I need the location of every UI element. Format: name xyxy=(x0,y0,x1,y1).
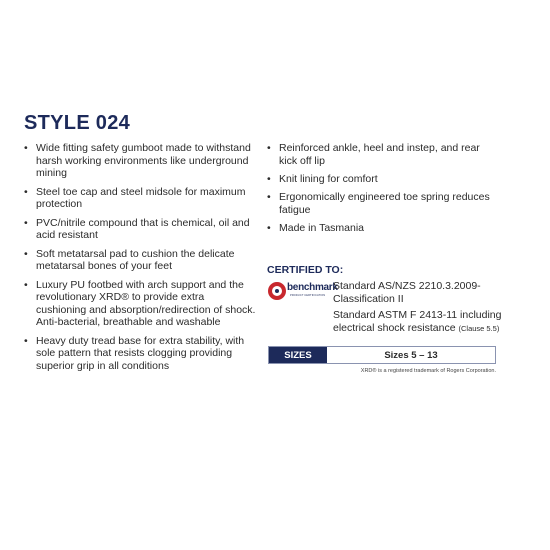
benchmark-logo-word: benchmark xyxy=(287,282,338,293)
feature-item xyxy=(24,335,256,373)
bullet: • xyxy=(24,142,28,154)
bullet: • xyxy=(24,185,28,198)
feature-item xyxy=(24,217,256,242)
feature-text: Reinforced ankle, heel and instep, and rear kick off lip xyxy=(279,142,480,167)
feature-item xyxy=(267,222,499,235)
bullet: • xyxy=(24,247,28,260)
feature-text: Heavy duty tread base for extra stability, with sole pattern that resists clogging providing superior grip in all conditions xyxy=(36,334,245,372)
feature-item xyxy=(24,142,256,180)
features-list-right xyxy=(267,142,499,241)
standard-astm-text: Standard ASTM F 2413-11 including electrical shock resistance xyxy=(333,309,502,334)
bullet: • xyxy=(24,334,28,347)
feature-item xyxy=(24,248,256,273)
bullet: • xyxy=(267,222,271,235)
feature-item xyxy=(24,279,256,329)
bullet: • xyxy=(267,172,271,185)
standard-astm xyxy=(333,309,503,335)
sizes-value: Sizes 5 – 13 xyxy=(327,347,495,363)
product-title: STYLE 024 xyxy=(24,112,131,134)
sizes-label: SIZES xyxy=(269,347,327,363)
feature-item xyxy=(24,186,256,211)
feature-text: Soft metatarsal pad to cushion the delicate metatarsal bones of your feet xyxy=(36,247,235,273)
benchmark-logo-subtitle: PRODUCT CERTIFICATION xyxy=(290,294,326,297)
features-list-left xyxy=(24,142,256,378)
benchmark-logo xyxy=(268,280,338,302)
sizes-bar xyxy=(268,346,496,364)
feature-item xyxy=(267,191,499,216)
feature-text: PVC/nitrile compound that is chemical, oil and acid resistant xyxy=(36,216,250,242)
feature-text: Wide fitting safety gumboot made to withstand harsh working environments like underground mining xyxy=(36,142,251,180)
feature-item xyxy=(267,142,499,167)
feature-text: Steel toe cap and steel midsole for maximum protection xyxy=(36,185,246,211)
feature-text: Ergonomically engineered toe spring reduces fatigue xyxy=(279,191,490,216)
benchmark-logo-icon xyxy=(268,282,286,300)
standard-as-nzs: Standard AS/NZS 2210.3.2009-Classification II xyxy=(333,280,481,305)
certified-heading: CERTIFIED TO: xyxy=(267,264,344,276)
bullet: • xyxy=(267,191,271,204)
bullet: • xyxy=(267,142,271,154)
feature-text: Luxury PU footbed with arch support and the revolutionary XRD® to provide extra cushioning and absorption/redirection of shock. Anti-bacterial, breathable and washable xyxy=(36,278,256,329)
feature-item xyxy=(267,173,499,186)
trademark-note: XRD® is a registered trademark of Rogers Corporation. xyxy=(360,368,496,374)
feature-text: Made in Tasmania xyxy=(279,222,365,235)
feature-text: Knit lining for comfort xyxy=(279,172,378,185)
bullet: • xyxy=(24,278,28,291)
bullet: • xyxy=(24,216,28,229)
standard-astm-clause: (Clause 5.5) xyxy=(458,323,500,333)
